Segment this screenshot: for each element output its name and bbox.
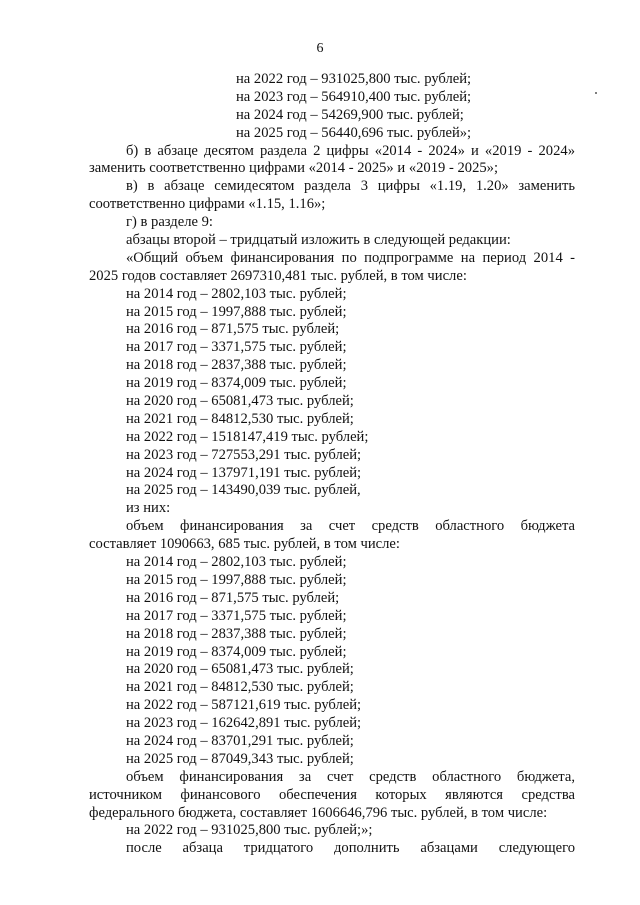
text-line: на 2022 год – 931025,800 тыс. рублей;	[236, 71, 472, 87]
text-line: на 2020 год – 65081,473 тыс. рублей;	[126, 661, 354, 678]
text-line: б) в абзаце десятом раздела 2 цифры «2014 - 2024» и «2019 - 2024»	[126, 142, 575, 159]
text-line: источником финансового обеспечения которых являются средства	[89, 786, 575, 803]
text-line: объем финансирования за счет средств областного бюджета,	[126, 768, 575, 785]
text-line: на 2018 год – 2837,388 тыс. рублей;	[126, 625, 347, 642]
text-line: федерального бюджета, составляет 1606646,796 тыс. рублей, в том числе:	[89, 804, 548, 821]
text-line: заменить соответственно цифрами «2014 - 2025» и «2019 - 2025»;	[89, 160, 499, 177]
text-line: на 2025 год – 143490,039 тыс. рублей,	[126, 482, 361, 499]
text-line: на 2024 год – 137971,191 тыс. рублей;	[126, 464, 362, 481]
text-line: на 2023 год – 564910,400 тыс. рублей;	[236, 88, 472, 105]
text-line: на 2019 год – 8374,009 тыс. рублей;	[126, 643, 347, 660]
text-line: «Общий объем финансирования по подпрограмме на период 2014 -	[126, 249, 575, 266]
text-line: на 2023 год – 727553,291 тыс. рублей;	[126, 446, 362, 463]
text-line: объем финансирования за счет средств областного бюджета	[126, 518, 575, 535]
text-line: на 2015 год – 1997,888 тыс. рублей;	[126, 303, 347, 320]
text-line: на 2014 год – 2802,103 тыс. рублей;	[126, 285, 347, 302]
text-line: на 2025 год – 56440,696 тыс. рублей»;	[236, 124, 472, 141]
text-line: на 2022 год – 931025,800 тыс. рублей;»;	[126, 822, 373, 839]
text-line: на 2017 год – 3371,575 тыс. рублей;	[126, 339, 347, 356]
page-number: 6	[316, 41, 324, 56]
document-body	[89, 71, 575, 858]
text-line: на 2015 год – 1997,888 тыс. рублей;	[126, 571, 347, 588]
text-line: на 2024 год – 83701,291 тыс. рублей;	[126, 732, 354, 749]
text-line: после абзаца тридцатого дополнить абзацами следующего	[126, 840, 575, 857]
text-line: из них:	[126, 500, 171, 517]
text-line: абзацы второй – тридцатый изложить в следующей редакции:	[126, 232, 511, 249]
text-line: на 2024 год – 54269,900 тыс. рублей;	[236, 106, 464, 123]
text-line: на 2017 год – 3371,575 тыс. рублей;	[126, 607, 347, 624]
text-line: на 2016 год – 871,575 тыс. рублей;	[126, 321, 340, 338]
text-line: на 2022 год – 587121,619 тыс. рублей;	[126, 697, 362, 714]
scan-speck	[595, 92, 597, 94]
text-line: на 2016 год – 871,575 тыс. рублей;	[126, 589, 340, 606]
text-line: г) в разделе 9:	[126, 214, 213, 231]
text-line: на 2014 год – 2802,103 тыс. рублей;	[126, 554, 347, 571]
text-line: на 2019 год – 8374,009 тыс. рублей;	[126, 375, 347, 392]
text-line: на 2023 год – 162642,891 тыс. рублей;	[126, 715, 362, 732]
text-line: в) в абзаце семидесятом раздела 3 цифры «1.19, 1.20» заменить	[126, 178, 575, 195]
text-line: соответственно цифрами «1.15, 1.16»;	[89, 196, 326, 213]
text-line: 2025 годов составляет 2697310,481 тыс. рублей, в том числе:	[89, 267, 467, 284]
text-line: на 2021 год – 84812,530 тыс. рублей;	[126, 679, 354, 696]
text-line: составляет 1090663, 685 тыс. рублей, в том числе:	[89, 536, 400, 553]
text-line: на 2020 год – 65081,473 тыс. рублей;	[126, 393, 354, 410]
text-line: на 2022 год – 1518147,419 тыс. рублей;	[126, 428, 369, 445]
text-line: на 2018 год – 2837,388 тыс. рублей;	[126, 357, 347, 374]
text-line: на 2025 год – 87049,343 тыс. рублей;	[126, 750, 354, 767]
text-line: на 2021 год – 84812,530 тыс. рублей;	[126, 410, 354, 427]
